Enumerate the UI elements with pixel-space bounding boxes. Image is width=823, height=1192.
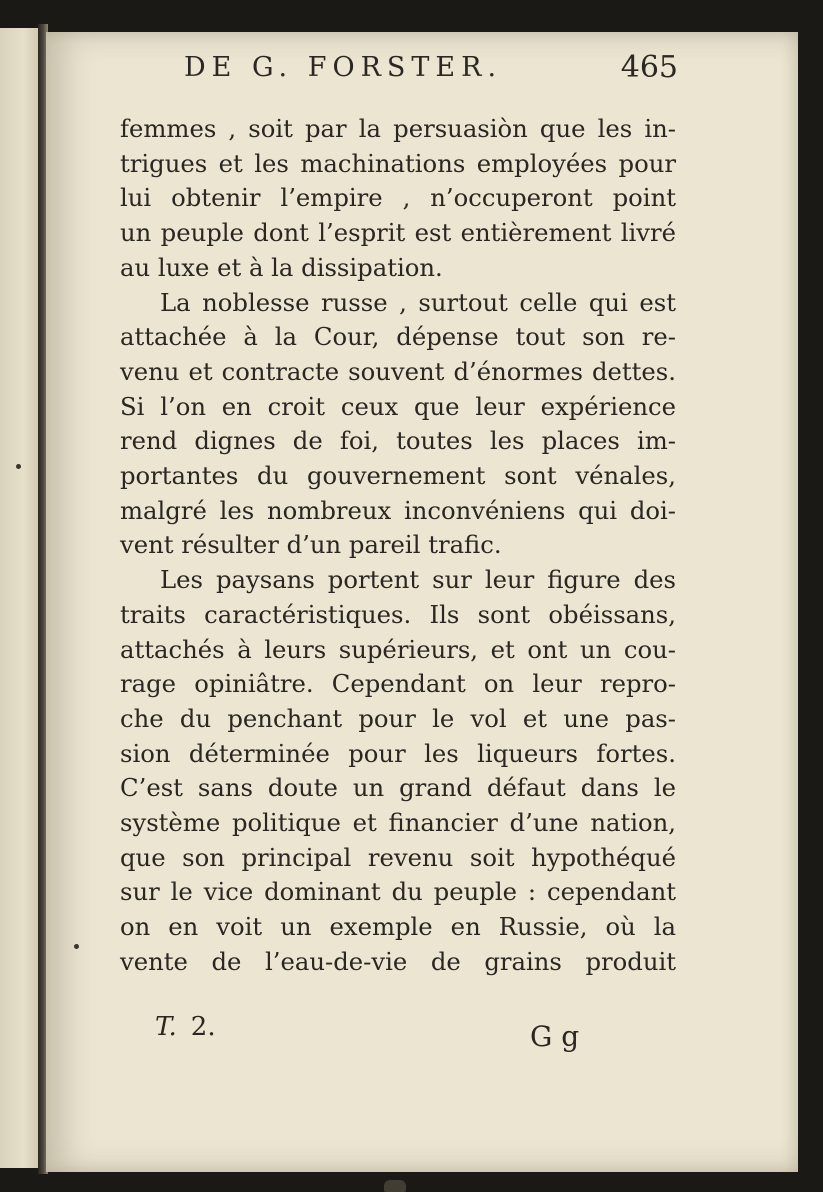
running-head: DE G. FORSTER.: [184, 52, 503, 83]
text-line: Les paysans portent sur leur figure des: [160, 565, 676, 595]
text-line: che du penchant pour le vol et une pas-: [120, 703, 676, 733]
text-line: sur le vice dominant du peuple : cependant: [120, 877, 676, 907]
text-line: rend dignes de foi, toutes les places im-: [120, 426, 676, 456]
text-line: vente de l’eau-de-vie de grains produit: [120, 946, 676, 976]
text-line: C’est sans doute un grand défaut dans le: [120, 773, 676, 803]
text-line: système politique et financier d’une nation,: [120, 808, 676, 838]
text-line: femmes , soit par la persuasiòn que les in-: [120, 114, 676, 143]
paragraph: [120, 563, 676, 979]
text-line: malgré les nombreux inconvéniens qui doi-: [120, 495, 676, 525]
text-line: portantes du gouvernement sont vénales,: [120, 461, 676, 491]
margin-speck: [16, 464, 21, 469]
text-line: sion déterminée pour les liqueurs fortes.: [120, 738, 676, 768]
text-line: un peuple dont l’esprit est entièrement livré: [120, 218, 676, 248]
signature-mark: [155, 1012, 216, 1042]
paragraph: [120, 286, 676, 564]
text-line: attachée à la Cour, dépense tout son re-: [120, 322, 676, 352]
text-line: rage opiniâtre. Cependant on leur repro-: [120, 669, 676, 699]
margin-speck: [74, 944, 79, 949]
text-line: au luxe et à la dissipation.: [120, 252, 443, 282]
facing-page-edge: [0, 28, 40, 1168]
text-line: traits caractéristiques. Ils sont obéissans,: [120, 599, 676, 629]
text-line: venu et contracte souvent d’énormes dettes.: [120, 356, 676, 386]
text-line: attachés à leurs supérieurs, et ont un cou-: [120, 634, 676, 664]
text-line: La noblesse russe , surtout celle qui est: [160, 287, 676, 317]
page-body: [120, 112, 676, 980]
text-line: on en voit un exemple en Russie, où la: [120, 912, 676, 942]
signature-number: 2.: [190, 1012, 216, 1042]
page-bottom-mark: [384, 1180, 406, 1192]
signature-volume: T.: [155, 1012, 177, 1042]
gathering-mark: G g: [530, 1020, 580, 1053]
text-line: lui obtenir l’empire , n’occuperont point: [120, 183, 676, 213]
text-line: vent résulter d’un pareil trafic.: [120, 530, 502, 560]
page-header: [184, 50, 678, 90]
text-line: que son principal revenu soit hypothéqué: [120, 842, 676, 872]
paragraph: [120, 112, 676, 286]
text-line: trigues et les machinations employées pour: [120, 148, 676, 178]
text-line: Si l’on en croit ceux que leur expérience: [120, 391, 676, 421]
page-number: 465: [620, 50, 678, 85]
